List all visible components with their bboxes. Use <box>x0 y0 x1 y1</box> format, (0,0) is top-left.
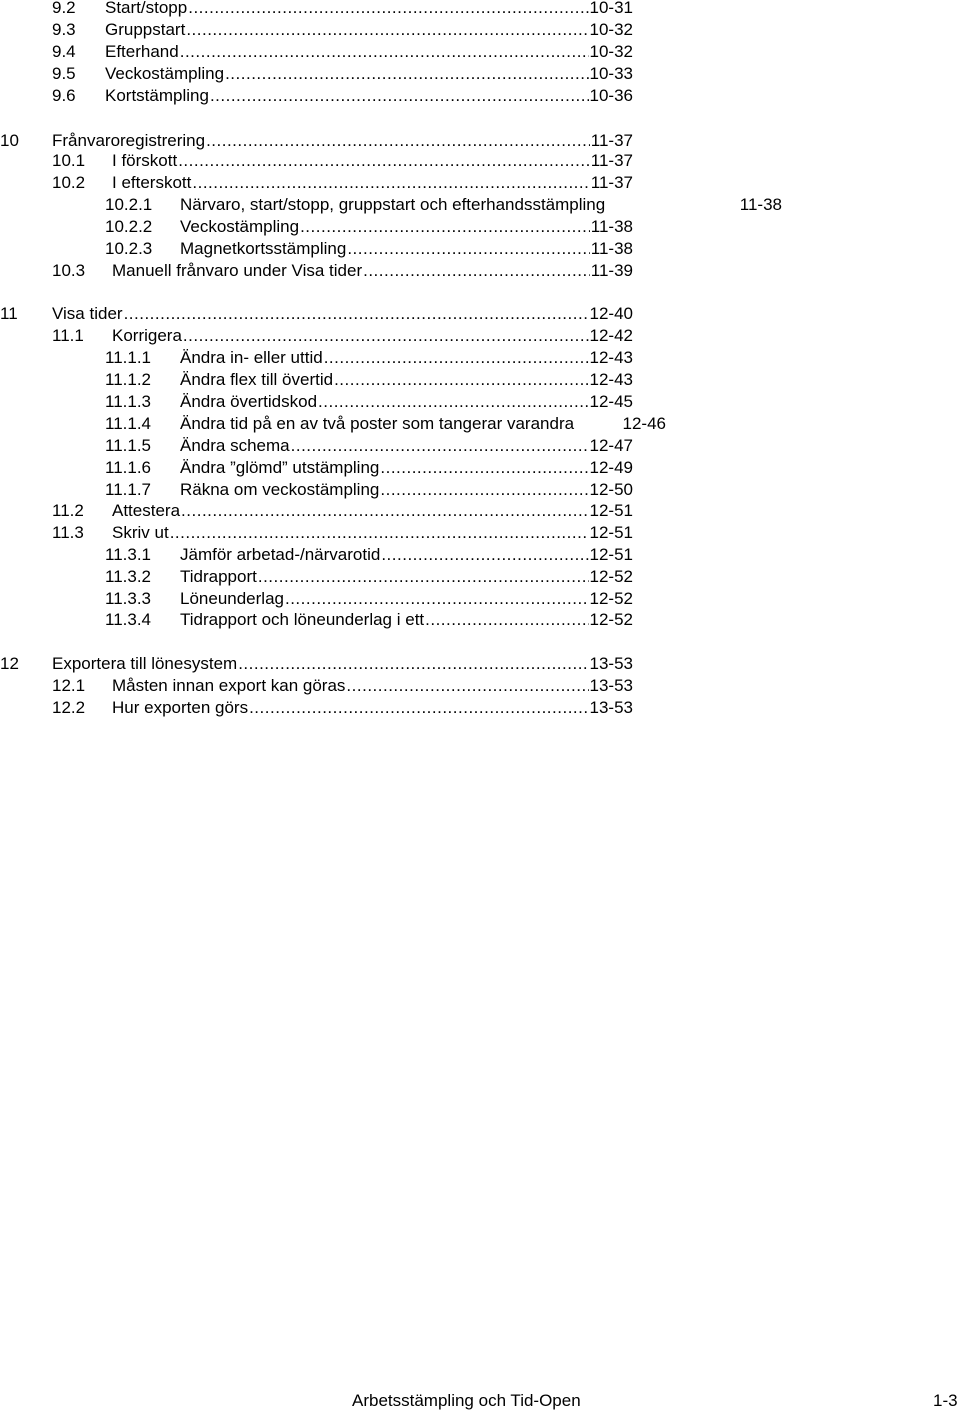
toc-entry-page: 12-52 <box>589 589 633 608</box>
toc-entry-page: 12-45 <box>589 392 633 411</box>
toc-entry-number: 11.3.1 <box>105 545 152 564</box>
toc-entry-title: Ändra schema <box>180 436 290 455</box>
toc-entry-number: 10 <box>0 131 19 150</box>
toc-entry-title: Tidrapport <box>180 567 257 586</box>
toc-entry-title: Korrigera <box>112 326 182 345</box>
toc-entry-page: 11-38 <box>739 195 782 214</box>
toc-entry-page: 12-43 <box>589 370 633 389</box>
dot-leader <box>124 303 589 325</box>
toc-entry-number: 12 <box>0 654 19 673</box>
dot-leader <box>249 697 588 719</box>
toc-entry-number: 10.1 <box>52 151 86 170</box>
toc-entry-title: I förskott <box>112 151 178 170</box>
toc-entry-number: 9.5 <box>52 64 76 83</box>
dot-leader <box>346 675 588 697</box>
dot-leader <box>183 325 589 347</box>
toc-entry-title: Ändra tid på en av två poster som tangerar varandra <box>180 414 575 433</box>
toc-entry-title: Veckostämpling <box>180 217 300 236</box>
toc-entry-title: Frånvaroregistrering <box>52 131 206 150</box>
toc-entry-number: 11.1.6 <box>105 458 152 477</box>
toc-entry-number: 10.2 <box>52 173 86 192</box>
toc-entry-title: Ändra in- eller uttid <box>180 348 323 367</box>
toc-entry-title: Räkna om veckostämpling <box>180 480 380 499</box>
toc-entry-number: 11.1.5 <box>105 436 152 455</box>
toc-entry-page: 10-32 <box>589 42 633 61</box>
toc-entry-title: Ändra flex till övertid <box>180 370 334 389</box>
toc-entry-number: 9.2 <box>52 0 76 17</box>
toc-entry-page: 12-51 <box>589 545 633 564</box>
dot-leader <box>347 238 589 260</box>
toc-entry-page: 13-53 <box>589 698 633 717</box>
toc-entry-number: 11.1.2 <box>105 370 152 389</box>
dot-leader <box>170 522 589 544</box>
toc-entry-title: Visa tider <box>52 304 123 323</box>
dot-leader <box>381 544 588 566</box>
toc-entry-page: 11-37 <box>590 151 633 170</box>
toc-entry-page: 12-47 <box>589 436 633 455</box>
footer-page-number: 1-3 <box>933 1391 958 1410</box>
toc-entry-page: 11-38 <box>590 239 633 258</box>
toc-entry-number: 10.2.2 <box>105 217 153 236</box>
dot-leader <box>324 347 589 369</box>
toc-entry-number: 11 <box>0 304 18 323</box>
dot-leader <box>300 216 590 238</box>
dot-leader <box>225 63 588 85</box>
toc-entry-page: 13-53 <box>589 676 633 695</box>
toc-entry-title: Skriv ut <box>112 523 169 542</box>
toc-entry-number: 11.3.3 <box>105 589 152 608</box>
toc-entry-number: 12.2 <box>52 698 86 717</box>
toc-entry-number: 10.3 <box>52 261 86 280</box>
toc-entry-title: Magnetkortsstämpling <box>180 239 347 258</box>
toc-entry-title: I efterskott <box>112 173 192 192</box>
toc-entry-title: Veckostämpling <box>105 64 225 83</box>
dot-leader <box>425 609 588 631</box>
toc-entry-title: Gruppstart <box>105 20 186 39</box>
toc-entry-title: Kortstämpling <box>105 86 209 105</box>
toc-entry-number: 11.1.4 <box>105 414 152 433</box>
toc-entry-number: 9.6 <box>52 86 76 105</box>
toc-entry-page: 11-39 <box>590 261 633 280</box>
dot-leader <box>380 457 588 479</box>
dot-leader <box>334 369 588 391</box>
dot-leader <box>192 172 589 194</box>
dot-leader <box>181 500 588 522</box>
toc-entry-number: 10.2.3 <box>105 239 153 258</box>
toc-entry-title: Måsten innan export kan göras <box>112 676 346 695</box>
toc-entry-page: 10-32 <box>589 20 633 39</box>
toc-entry-title: Exportera till lönesystem <box>52 654 238 673</box>
toc-entry-page: 12-46 <box>622 414 666 433</box>
toc-entry-title: Jämför arbetad-/närvarotid <box>180 545 381 564</box>
dot-leader <box>363 260 590 282</box>
toc-entry-page: 10-36 <box>589 86 633 105</box>
toc-entry-title: Löneunderlag <box>180 589 284 608</box>
toc-entry-page: 12-51 <box>589 501 633 520</box>
dot-leader <box>258 566 589 588</box>
toc-entry-page: 10-33 <box>589 64 633 83</box>
toc-entry-number: 12.1 <box>52 676 86 695</box>
toc-entry-title: Hur exporten görs <box>112 698 249 717</box>
toc-entry-title: Start/stopp <box>105 0 188 17</box>
toc-entry-page: 12-52 <box>589 610 633 629</box>
toc-entry-number: 11.1.7 <box>105 480 152 499</box>
toc-entry-page: 12-43 <box>589 348 633 367</box>
toc-entry-title: Tidrapport och löneunderlag i ett <box>180 610 425 629</box>
dot-leader <box>318 391 588 413</box>
dot-leader <box>178 150 590 172</box>
toc-entry-number: 9.4 <box>52 42 76 61</box>
toc-entry-number: 10.2.1 <box>105 195 153 214</box>
toc-entry-page: 12-51 <box>589 523 633 542</box>
toc-entry-page: 12-52 <box>589 567 633 586</box>
dot-leader <box>180 41 589 63</box>
toc-entry-title: Attestera <box>112 501 181 520</box>
toc-entry-title: Manuell frånvaro under Visa tider <box>112 261 363 280</box>
dot-leader <box>206 130 590 152</box>
toc-entry-page: 11-37 <box>590 131 633 150</box>
dot-leader <box>188 0 588 19</box>
toc-entry-page: 12-42 <box>589 326 633 345</box>
toc-entry-number: 11.1.1 <box>105 348 152 367</box>
toc-entry-page: 12-50 <box>589 480 633 499</box>
dot-leader <box>291 435 589 457</box>
toc-entry-page: 12-40 <box>589 304 633 323</box>
toc-entry-title: Efterhand <box>105 42 179 61</box>
toc-entry-title: Ändra övertidskod <box>180 392 318 411</box>
dot-leader <box>285 588 589 610</box>
toc-entry-page: 12-49 <box>589 458 633 477</box>
toc-entry-number: 11.3 <box>52 523 84 542</box>
toc-entry-number: 11.3.2 <box>105 567 152 586</box>
toc-entry-number: 9.3 <box>52 20 76 39</box>
toc-entry-number: 11.1 <box>52 326 84 345</box>
toc-entry-number: 11.2 <box>52 501 84 520</box>
toc-entry-number: 11.1.3 <box>105 392 152 411</box>
toc-entry-page: 11-37 <box>590 173 633 192</box>
dot-leader <box>380 479 588 501</box>
footer-title: Arbetsstämpling och Tid-Open <box>352 1391 581 1410</box>
toc-entry-number: 11.3.4 <box>105 610 152 629</box>
dot-leader <box>210 85 589 107</box>
toc-entry-page: 11-38 <box>590 217 633 236</box>
toc-entry-title: Ändra ”glömd” utstämpling <box>180 458 380 477</box>
toc-entry-page: 13-53 <box>589 654 633 673</box>
dot-leader <box>186 19 588 41</box>
dot-leader <box>238 653 588 675</box>
toc-entry-title: Närvaro, start/stopp, gruppstart och efterhandsstämpling <box>180 195 606 214</box>
toc-entry-page: 10-31 <box>589 0 633 17</box>
